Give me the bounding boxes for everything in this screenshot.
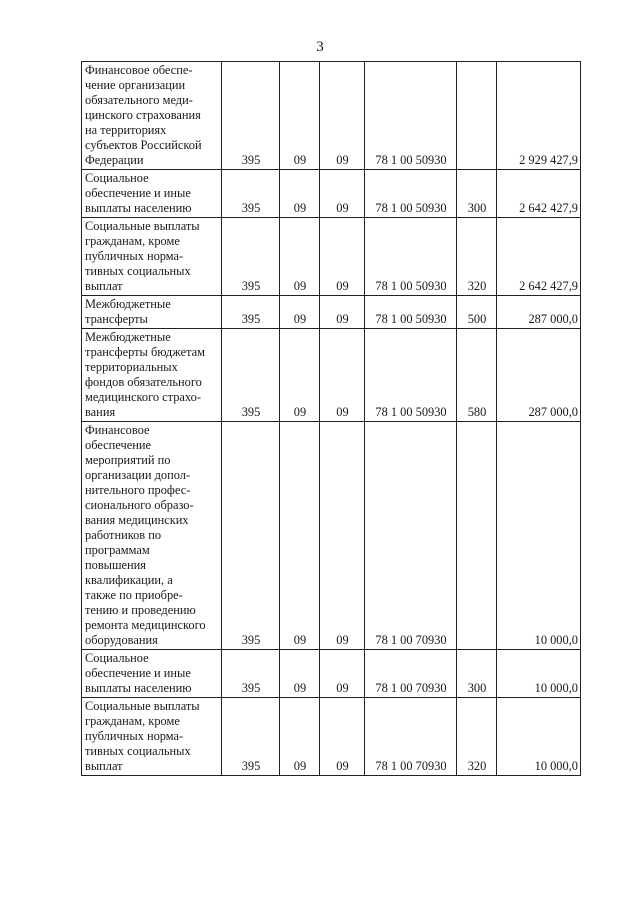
- item-name-line: оборудования: [85, 633, 158, 647]
- item-name-line: на территориях: [85, 123, 167, 137]
- cell-target-article: 78 1 00 50930: [365, 296, 457, 329]
- item-name-line: мероприятий по: [85, 453, 171, 467]
- table-row: [82, 296, 581, 329]
- cell-expense-type: 300: [457, 170, 497, 218]
- item-name-line: сионального образо-: [85, 498, 194, 512]
- item-name-line: программам: [85, 543, 150, 557]
- item-name-line: гражданам, кроме: [85, 234, 180, 248]
- cell-target-article: 78 1 00 70930: [365, 422, 457, 650]
- table-row: [82, 62, 581, 170]
- table-row: [82, 650, 581, 698]
- item-name-line: Социальные выплаты: [85, 219, 200, 233]
- table-row: [82, 422, 581, 650]
- cell-grbs: 395: [222, 170, 280, 218]
- item-name-line: обеспечение: [85, 438, 151, 452]
- item-name-line: тивных социальных: [85, 744, 191, 758]
- budget-table: [81, 61, 581, 776]
- cell-target-article: 78 1 00 70930: [365, 650, 457, 698]
- cell-grbs: 395: [222, 62, 280, 170]
- item-name-line: Межбюджетные: [85, 297, 171, 311]
- cell-subsection: 09: [320, 329, 365, 422]
- cell-amount: 10 000,0: [497, 698, 581, 776]
- cell-section: 09: [280, 650, 320, 698]
- cell-item-name: [82, 170, 222, 218]
- item-name-line: обеспечение и иные: [85, 186, 191, 200]
- table-row: [82, 218, 581, 296]
- item-name-line: гражданам, кроме: [85, 714, 180, 728]
- cell-target-article: 78 1 00 50930: [365, 62, 457, 170]
- cell-item-name: [82, 296, 222, 329]
- item-name-line: территориальных: [85, 360, 178, 374]
- cell-subsection: 09: [320, 62, 365, 170]
- item-name-line: трансферты бюджетам: [85, 345, 205, 359]
- item-name-line: повышения: [85, 558, 147, 572]
- cell-expense-type: 300: [457, 650, 497, 698]
- item-name-line: обеспечение и иные: [85, 666, 191, 680]
- item-name-line: выплат: [85, 759, 123, 773]
- cell-target-article: 78 1 00 50930: [365, 218, 457, 296]
- item-name-line: Социальное: [85, 651, 149, 665]
- cell-target-article: 78 1 00 50930: [365, 329, 457, 422]
- item-name-line: медицинского страхо-: [85, 390, 201, 404]
- item-name-line: обязательного меди-: [85, 93, 193, 107]
- cell-item-name: [82, 698, 222, 776]
- cell-expense-type: 320: [457, 698, 497, 776]
- cell-expense-type: 500: [457, 296, 497, 329]
- cell-item-name: [82, 218, 222, 296]
- cell-expense-type: [457, 62, 497, 170]
- item-name-line: организации допол-: [85, 468, 191, 482]
- item-name-line: публичных норма-: [85, 729, 184, 743]
- item-name-line: ремонта медицинского: [85, 618, 206, 632]
- cell-amount: 2 642 427,9: [497, 218, 581, 296]
- cell-section: 09: [280, 698, 320, 776]
- cell-section: 09: [280, 422, 320, 650]
- cell-amount: 2 642 427,9: [497, 170, 581, 218]
- item-name-line: Федерации: [85, 153, 144, 167]
- cell-grbs: 395: [222, 422, 280, 650]
- item-name-line: Финансовое обеспе-: [85, 63, 193, 77]
- item-name-line: цинского страхования: [85, 108, 201, 122]
- cell-expense-type: 580: [457, 329, 497, 422]
- cell-amount: 287 000,0: [497, 329, 581, 422]
- cell-item-name: [82, 650, 222, 698]
- item-name-line: тению и проведению: [85, 603, 196, 617]
- cell-target-article: 78 1 00 70930: [365, 698, 457, 776]
- cell-item-name: [82, 329, 222, 422]
- cell-section: 09: [280, 218, 320, 296]
- item-name-line: выплаты населению: [85, 201, 192, 215]
- item-name-line: Социальное: [85, 171, 149, 185]
- cell-subsection: 09: [320, 218, 365, 296]
- item-name-line: квалификации, а: [85, 573, 173, 587]
- cell-expense-type: [457, 422, 497, 650]
- item-name-line: работников по: [85, 528, 162, 542]
- item-name-line: выплат: [85, 279, 123, 293]
- table-row: [82, 698, 581, 776]
- item-name-line: тивных социальных: [85, 264, 191, 278]
- page-number: 3: [316, 39, 324, 55]
- cell-subsection: 09: [320, 170, 365, 218]
- item-name-line: Межбюджетные: [85, 330, 171, 344]
- cell-grbs: 395: [222, 296, 280, 329]
- cell-item-name: [82, 62, 222, 170]
- item-name-line: субъектов Российской: [85, 138, 202, 152]
- cell-subsection: 09: [320, 698, 365, 776]
- cell-subsection: 09: [320, 650, 365, 698]
- cell-grbs: 395: [222, 218, 280, 296]
- item-name-line: также по приобре-: [85, 588, 183, 602]
- item-name-line: публичных норма-: [85, 249, 184, 263]
- cell-target-article: 78 1 00 50930: [365, 170, 457, 218]
- cell-amount: 287 000,0: [497, 296, 581, 329]
- item-name-line: трансферты: [85, 312, 148, 326]
- cell-item-name: [82, 422, 222, 650]
- item-name-line: вания: [85, 405, 116, 419]
- cell-amount: 10 000,0: [497, 422, 581, 650]
- table-row: [82, 170, 581, 218]
- cell-grbs: 395: [222, 650, 280, 698]
- item-name-line: вания медицинских: [85, 513, 189, 527]
- item-name-line: Социальные выплаты: [85, 699, 200, 713]
- item-name-line: нительного профес-: [85, 483, 191, 497]
- cell-section: 09: [280, 62, 320, 170]
- cell-subsection: 09: [320, 422, 365, 650]
- cell-section: 09: [280, 170, 320, 218]
- cell-section: 09: [280, 329, 320, 422]
- item-name-line: выплаты населению: [85, 681, 192, 695]
- item-name-line: чение организации: [85, 78, 186, 92]
- cell-amount: 10 000,0: [497, 650, 581, 698]
- cell-subsection: 09: [320, 296, 365, 329]
- table-row: [82, 329, 581, 422]
- cell-expense-type: 320: [457, 218, 497, 296]
- cell-grbs: 395: [222, 329, 280, 422]
- item-name-line: Финансовое: [85, 423, 150, 437]
- cell-grbs: 395: [222, 698, 280, 776]
- cell-section: 09: [280, 296, 320, 329]
- cell-amount: 2 929 427,9: [497, 62, 581, 170]
- item-name-line: фондов обязательного: [85, 375, 202, 389]
